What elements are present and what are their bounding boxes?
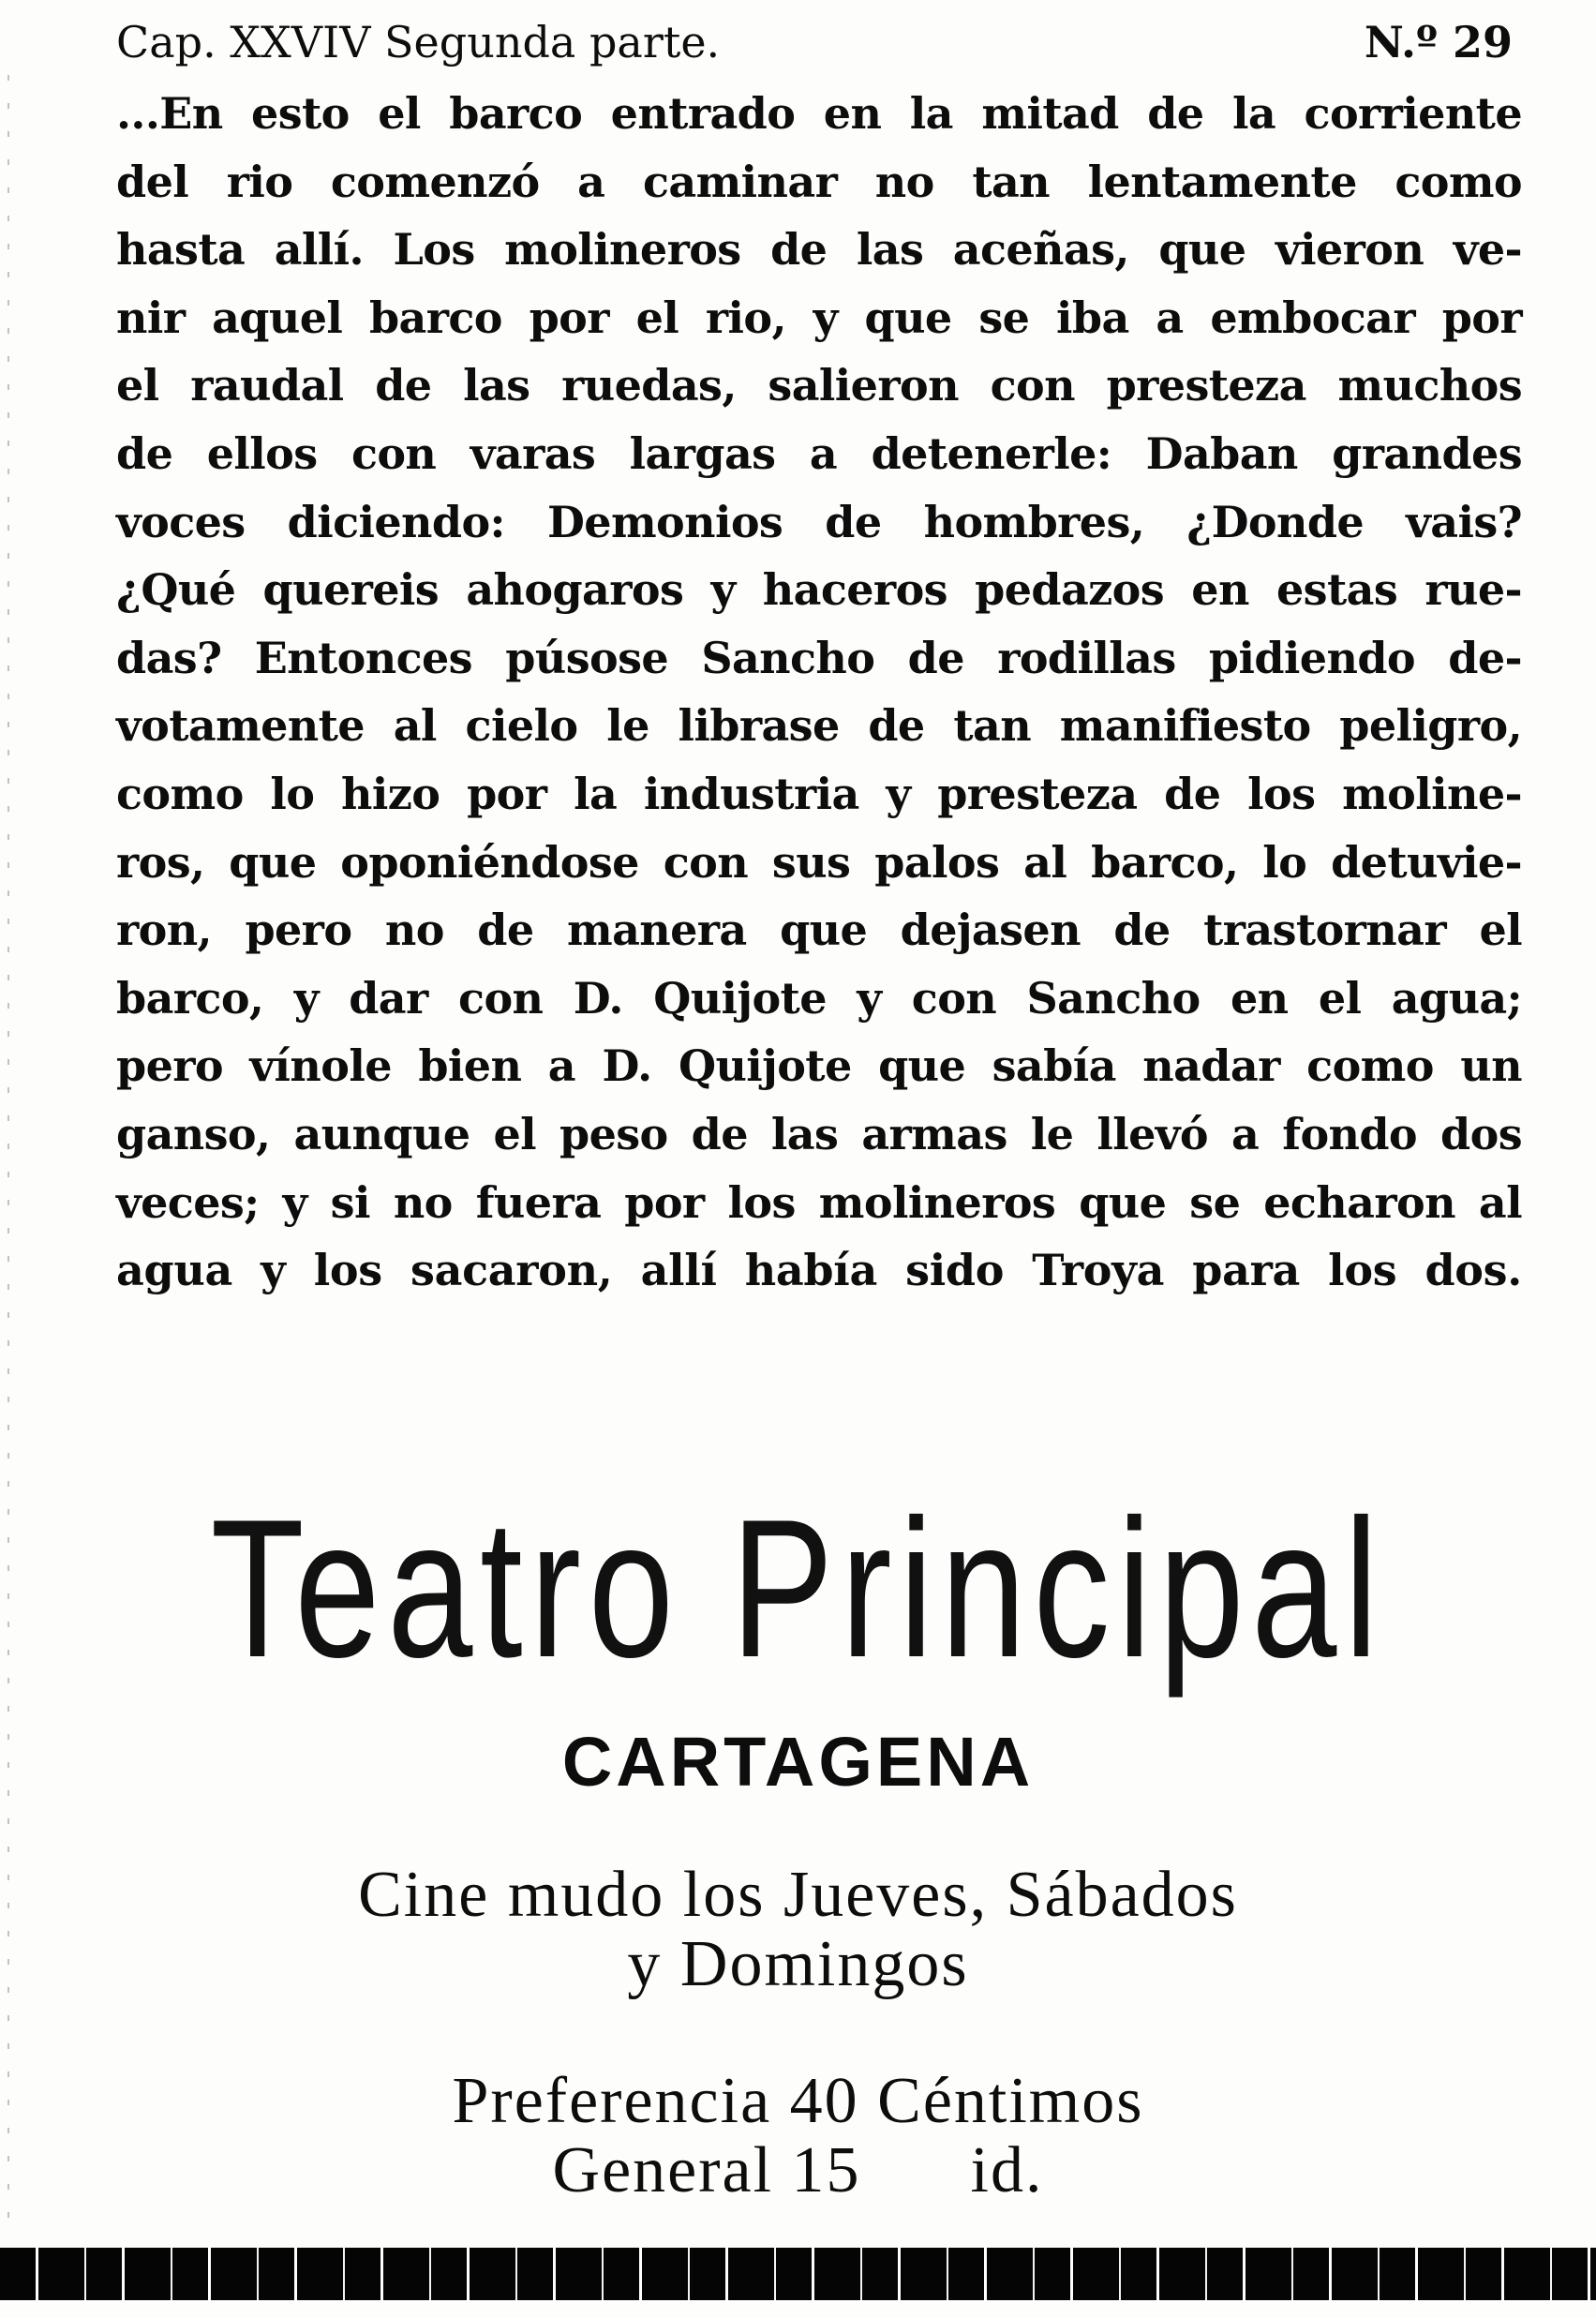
story-line: ros, que oponiéndose con sus palos al barco, lo detuvie- — [116, 836, 1522, 888]
story-text — [116, 80, 1522, 1305]
venue-city: CARTAGENA — [561, 1723, 1035, 1801]
story-line: votamente al cielo le librase de tan manifiesto peligro, — [116, 700, 1522, 752]
story-line: como lo hizo por la industria y presteza de los moline- — [116, 768, 1522, 819]
story-line: de ellos con varas largas a detenerle: Daban grandes — [116, 427, 1522, 479]
price-line: Preferencia 40 Céntimos — [452, 2065, 1144, 2137]
story-line: ganso, aunque el peso de las armas le llevó a fondo dos — [116, 1108, 1522, 1159]
story-line: ...En esto el barco entrado en la mitad de la corriente — [116, 88, 1522, 139]
venue-name: Teatro Principal — [210, 1478, 1386, 1698]
story-line: pero vínole bien a D. Quijote que sabía nadar como un — [116, 1040, 1522, 1092]
price-line: General 15 id. — [552, 2134, 1044, 2206]
story-line: agua y los sacaron, allí había sido Troya para los dos. — [116, 1245, 1522, 1296]
story-line: nir aquel barco por el rio, y que se iba a embocar por — [116, 292, 1522, 343]
story-line: ¿Qué quereis ahogaros y haceros pedazos en estas rue- — [116, 564, 1522, 616]
story-line: ron, pero no de manera que dejasen de trastornar el — [116, 905, 1522, 956]
story-line: das? Entonces púsose Sancho de rodillas pidiendo de- — [116, 632, 1522, 683]
story-line: hasta allí. Los molineros de las aceñas, que vieron ve- — [116, 224, 1522, 276]
story-line: del rio comenzó a caminar no tan lentamente como — [116, 156, 1522, 207]
story-line: barco, y dar con D. Quijote y con Sancho en el agua; — [116, 972, 1522, 1024]
schedule-line: y Domingos — [627, 1928, 969, 2000]
story-line: veces; y si no fuera por los molineros que se echaron al — [116, 1176, 1522, 1228]
story-line: el raudal de las ruedas, salieron con presteza muchos — [116, 360, 1522, 411]
schedule-line: Cine mudo los Jueves, Sábados — [358, 1859, 1238, 1931]
page-number: N.º 29 — [1364, 17, 1513, 67]
page-header — [116, 9, 1513, 75]
price-list — [0, 2067, 1596, 2206]
chapter-heading: Cap. XXVIV Segunda parte. — [116, 17, 721, 67]
story-line: voces diciendo: Demonios de hombres, ¿Donde vais? — [116, 496, 1522, 547]
bottom-border-band — [0, 2248, 1596, 2300]
schedule-text — [0, 1861, 1596, 1999]
